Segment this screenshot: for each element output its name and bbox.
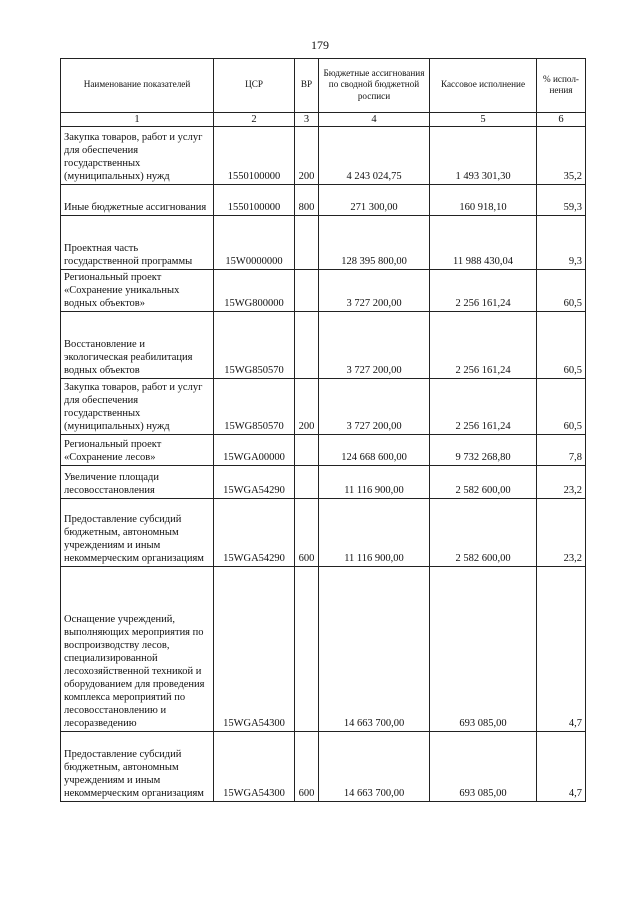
row-cash: 9 732 268,80 [430, 435, 537, 466]
row-csr: 15WGA54290 [214, 499, 295, 567]
row-csr: 15WG850570 [214, 312, 295, 379]
header-name: Наименование показателей [61, 59, 214, 113]
row-budget: 14 663 700,00 [319, 732, 430, 802]
row-vr [295, 312, 319, 379]
header-pct: % испол-нения [537, 59, 586, 113]
row-cash: 160 918,10 [430, 185, 537, 216]
row-vr [295, 567, 319, 732]
row-csr: 15WGA54300 [214, 732, 295, 802]
header-vr: ВР [295, 59, 319, 113]
row-budget: 124 668 600,00 [319, 435, 430, 466]
row-pct: 60,5 [537, 312, 586, 379]
row-name: Региональный проект «Сохранение лесов» [61, 435, 214, 466]
row-cash: 1 493 301,30 [430, 127, 537, 185]
row-name: Увеличение площади лесовосстановления [61, 466, 214, 499]
row-vr [295, 435, 319, 466]
table-row [61, 499, 586, 567]
column-number: 3 [295, 113, 319, 127]
row-pct: 23,2 [537, 499, 586, 567]
row-cash: 2 256 161,24 [430, 379, 537, 435]
row-name: Закупка товаров, работ и услуг для обеспечения государственных (муниципальных) нужд [61, 379, 214, 435]
row-pct: 7,8 [537, 435, 586, 466]
table-row [61, 466, 586, 499]
row-budget: 11 116 900,00 [319, 499, 430, 567]
budget-execution-table [60, 58, 586, 802]
row-cash: 693 085,00 [430, 567, 537, 732]
row-name: Предоставление субсидий бюджетным, автономным учреждениям и иным некоммерческим организациям [61, 499, 214, 567]
table-row [61, 216, 586, 270]
row-cash: 2 582 600,00 [430, 499, 537, 567]
header-csr: ЦСР [214, 59, 295, 113]
row-budget: 11 116 900,00 [319, 466, 430, 499]
row-name: Закупка товаров, работ и услуг для обеспечения государственных (муниципальных) нужд [61, 127, 214, 185]
row-cash: 693 085,00 [430, 732, 537, 802]
row-pct: 35,2 [537, 127, 586, 185]
row-cash: 2 582 600,00 [430, 466, 537, 499]
row-cash: 2 256 161,24 [430, 270, 537, 312]
row-csr: 15WG800000 [214, 270, 295, 312]
row-csr: 1550100000 [214, 185, 295, 216]
row-vr [295, 466, 319, 499]
column-number: 5 [430, 113, 537, 127]
row-budget: 3 727 200,00 [319, 312, 430, 379]
row-budget: 271 300,00 [319, 185, 430, 216]
row-budget: 4 243 024,75 [319, 127, 430, 185]
row-pct: 60,5 [537, 270, 586, 312]
row-pct: 4,7 [537, 732, 586, 802]
column-number: 1 [61, 113, 214, 127]
column-number: 2 [214, 113, 295, 127]
row-pct: 9,3 [537, 216, 586, 270]
table-row [61, 567, 586, 732]
table-row [61, 435, 586, 466]
row-csr: 15WGA00000 [214, 435, 295, 466]
page-number: 179 [311, 38, 329, 52]
column-number: 4 [319, 113, 430, 127]
row-budget: 14 663 700,00 [319, 567, 430, 732]
row-vr: 600 [295, 499, 319, 567]
row-csr: 15WG850570 [214, 379, 295, 435]
header-cash: Кассовое исполнение [430, 59, 537, 113]
row-vr: 600 [295, 732, 319, 802]
row-vr: 200 [295, 379, 319, 435]
row-vr [295, 216, 319, 270]
row-name: Иные бюджетные ассигнования [61, 185, 214, 216]
row-csr: 1550100000 [214, 127, 295, 185]
row-pct: 4,7 [537, 567, 586, 732]
row-csr: 15W0000000 [214, 216, 295, 270]
row-vr: 200 [295, 127, 319, 185]
row-pct: 60,5 [537, 379, 586, 435]
table-row [61, 185, 586, 216]
row-name: Проектная часть государственной программы [61, 216, 214, 270]
column-number: 6 [537, 113, 586, 127]
row-cash: 2 256 161,24 [430, 312, 537, 379]
row-name: Оснащение учреждений, выполняющих мероприятия по воспроизводству лесов, специализированной лесохозяйственной техникой и оборудованием для проведения комплекса мероприятий по лесовосстановлению и лесоразведению [61, 567, 214, 732]
row-name: Предоставление субсидий бюджетным, автономным учреждениям и иным некоммерческим организациям [61, 732, 214, 802]
row-cash: 11 988 430,04 [430, 216, 537, 270]
row-vr [295, 270, 319, 312]
row-pct: 59,3 [537, 185, 586, 216]
row-csr: 15WGA54290 [214, 466, 295, 499]
row-name: Региональный проект «Сохранение уникальных водных объектов» [61, 270, 214, 312]
table-row [61, 379, 586, 435]
column-numbers-row [61, 113, 586, 127]
table-header-row [61, 59, 586, 113]
row-name: Восстановление и экологическая реабилитация водных объектов [61, 312, 214, 379]
row-budget: 128 395 800,00 [319, 216, 430, 270]
table-row [61, 127, 586, 185]
table-row [61, 732, 586, 802]
row-budget: 3 727 200,00 [319, 379, 430, 435]
table-row [61, 270, 586, 312]
row-vr: 800 [295, 185, 319, 216]
row-budget: 3 727 200,00 [319, 270, 430, 312]
header-budget: Бюджетные ассигнования по сводной бюджетной росписи [319, 59, 430, 113]
table-row [61, 312, 586, 379]
row-csr: 15WGA54300 [214, 567, 295, 732]
row-pct: 23,2 [537, 466, 586, 499]
